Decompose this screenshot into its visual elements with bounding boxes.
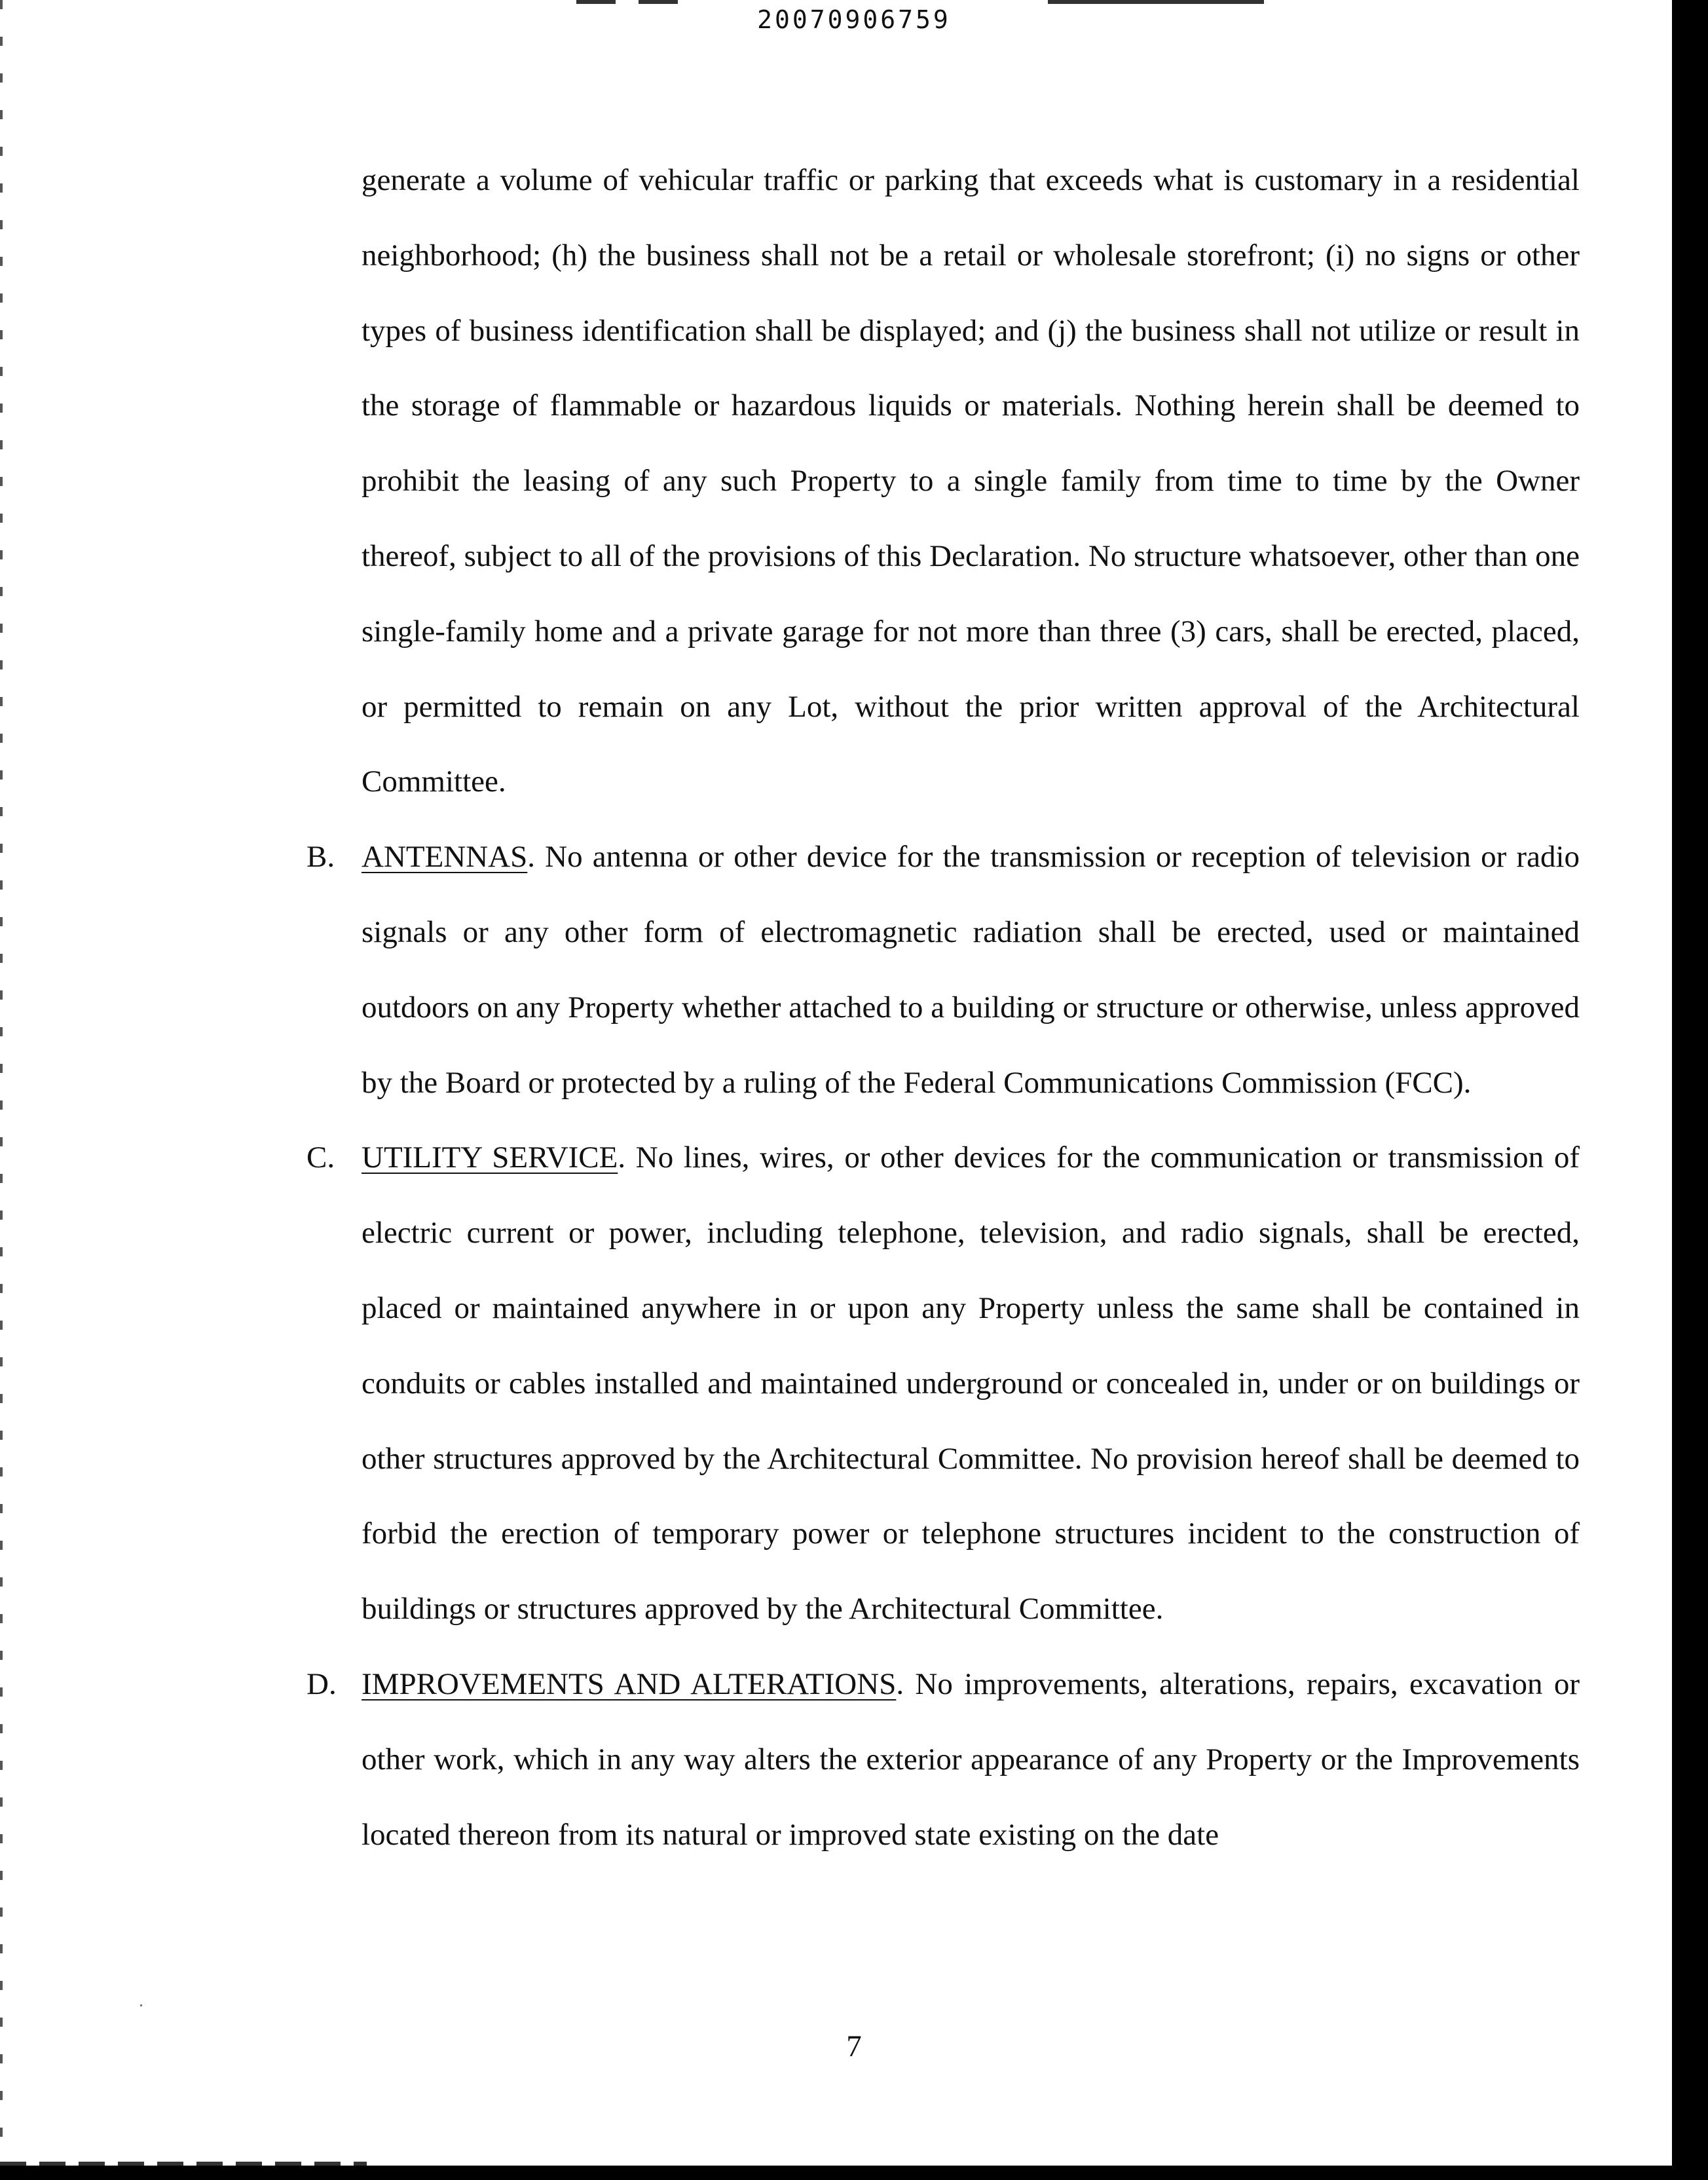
- page-number: 7: [846, 2029, 862, 2063]
- section-text: . No lines, wires, or other devices for the communication or transmission of electric current or power, including telephone, television, and radio signals, shall be erected, placed or maintained anywhere in or upon any Property unless the same shall be contained in conduits or cables installed and maintained underground or concealed in, under or on buildings or other structures approved by the Architectural Committee. No provision hereof shall be deemed to forbid the erection of temporary power or telephone structures incident to the construction of buildings or structures approved by the Architectural Committee.: [362, 1140, 1580, 1626]
- document-body: [306, 143, 1580, 1872]
- section-text: . No antenna or other device for the transmission or reception of television or radio signals or any other form of electromagnetic radiation shall be erected, used or maintained outdoors on any Property whether attached to a building or structure or otherwise, unless approved by the Board or protected by a ruling of the Federal Communications Commission (FCC).: [362, 840, 1580, 1100]
- document-number: 20070906759: [757, 5, 951, 34]
- section-title: UTILITY SERVICE: [362, 1140, 618, 1175]
- section-antennas: [306, 819, 1580, 1120]
- intro-paragraph: generate a volume of vehicular traffic or parking that exceeds what is customary in a residential neighborhood; (h) the business shall not be a retail or wholesale storefront; (i) no signs or other types of business identification shall be displayed; and (j) the business shall not utilize or result in the storage of flammable or hazardous liquids or materials. Nothing herein shall be deemed to prohibit the leasing of any such Property to a single family from time to time by the Owner thereof, subject to all of the provisions of this Declaration. No structure whatsoever, other than one single-family home and a private garage for not more than three (3) cars, shall be erected, placed, or permitted to remain on any Lot, without the prior written approval of the Architectural Committee.: [362, 163, 1580, 799]
- scan-speck: [140, 2004, 142, 2006]
- section-text: . No improvements, alterations, repairs, excavation or other work, which in any way alters the exterior appearance of any Property or the Improvements located thereon from its natural or improved state existing on the date: [362, 1666, 1580, 1852]
- section-utility-service: [306, 1120, 1580, 1647]
- section-title: IMPROVEMENTS AND ALTERATIONS: [362, 1666, 897, 1701]
- scan-bottom-border: [0, 2166, 1708, 2180]
- section-letter: C.: [306, 1140, 335, 1175]
- scan-bottom-dashes: [0, 2162, 367, 2166]
- section-letter: D.: [306, 1666, 337, 1701]
- section-improvements-and-alterations: [306, 1647, 1580, 1872]
- scan-right-border: [1672, 0, 1708, 2180]
- section-title: ANTENNAS: [362, 840, 528, 874]
- scan-left-edge: [0, 0, 3, 2180]
- section-letter: B.: [306, 840, 335, 874]
